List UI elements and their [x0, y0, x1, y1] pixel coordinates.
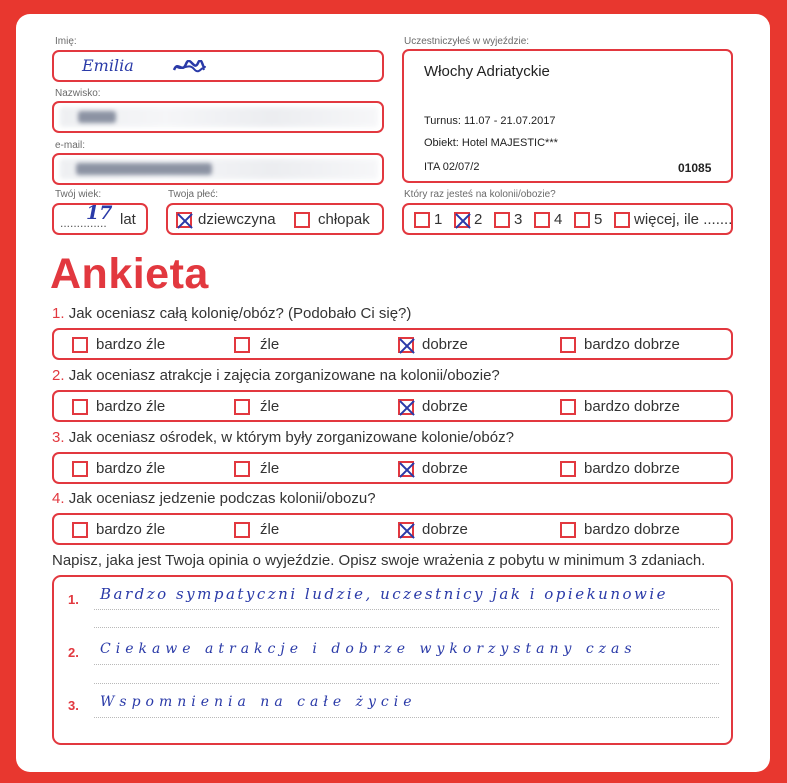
q3-good-checkbox[interactable] — [398, 461, 414, 477]
q4-bad-label: źle — [260, 521, 280, 538]
q2-very-good-label: bardzo dobrze — [584, 398, 680, 415]
age-unit: lat — [120, 211, 136, 228]
q2-very-bad-label: bardzo źle — [96, 398, 166, 415]
trip-turnus: Turnus: 11.07 - 21.07.2017 — [424, 115, 556, 127]
opinion-number-1: 1. — [68, 592, 79, 607]
first-name-label: Imię: — [55, 36, 77, 47]
times-2-checkbox[interactable] — [454, 212, 470, 228]
times-2-label: 2 — [474, 211, 483, 228]
q1-good-checkbox[interactable] — [398, 337, 414, 353]
question-2-text: Jak oceniasz atrakcje i zajęcia zorganizowane na kolonii/obozie? — [68, 367, 500, 384]
email-field[interactable] — [52, 153, 384, 185]
question-1-text: Jak oceniasz całą kolonię/obóz? (Podobało Ci się?) — [68, 305, 412, 322]
opinion-answer-3: Wspomnienia na całe życie — [100, 694, 417, 710]
q3-bad-checkbox[interactable] — [234, 461, 250, 477]
q2-good-label: dobrze — [422, 398, 468, 415]
scribble-icon — [172, 60, 206, 74]
question-1-number: 1. — [52, 305, 65, 322]
times-4-label: 4 — [554, 211, 563, 228]
times-more-label: więcej, ile ....... — [634, 211, 733, 228]
question-4-number: 4. — [52, 490, 65, 507]
times-5-label: 5 — [594, 211, 603, 228]
q4-very-bad-label: bardzo źle — [96, 521, 166, 538]
age-value: 17 — [86, 202, 113, 224]
q1-good-label: dobrze — [422, 336, 468, 353]
question-3-number: 3. — [52, 429, 65, 446]
opinion-answer-1: Bardzo sympatyczni ludzie, uczestnicy jak i opiekunowie — [100, 585, 669, 603]
q4-good-label: dobrze — [422, 521, 468, 538]
last-name-label: Nazwisko: — [55, 88, 101, 99]
age-dots: .............. — [60, 216, 107, 230]
opinion-line — [94, 717, 719, 718]
times-3-label: 3 — [514, 211, 523, 228]
question-2-number: 2. — [52, 367, 65, 384]
question-2-options — [52, 390, 733, 422]
participated-label: Uczestniczyłeś w wyjeździe: — [404, 36, 530, 47]
opinion-line — [94, 664, 719, 665]
question-4-text: Jak oceniasz jedzenie podczas kolonii/obozu? — [68, 490, 376, 507]
q3-bad-label: źle — [260, 460, 280, 477]
q3-very-bad-label: bardzo źle — [96, 460, 166, 477]
gender-girl-checkbox[interactable] — [176, 212, 192, 228]
q4-good-checkbox[interactable] — [398, 522, 414, 538]
q2-bad-label: źle — [260, 398, 280, 415]
question-2 — [52, 367, 500, 384]
q4-bad-checkbox[interactable] — [234, 522, 250, 538]
q4-very-bad-checkbox[interactable] — [72, 522, 88, 538]
opinion-line — [94, 683, 719, 684]
age-field[interactable] — [52, 203, 148, 235]
gender-boy-checkbox[interactable] — [294, 212, 310, 228]
question-4-options — [52, 513, 733, 545]
gender-field — [166, 203, 384, 235]
question-1 — [52, 305, 411, 322]
redacted-last-name — [78, 111, 116, 123]
question-3 — [52, 429, 514, 446]
question-3-options — [52, 452, 733, 484]
q3-very-good-checkbox[interactable] — [560, 461, 576, 477]
first-name-value: Emilia — [82, 56, 134, 75]
q2-very-good-checkbox[interactable] — [560, 399, 576, 415]
q1-bad-label: źle — [260, 336, 280, 353]
gender-boy-label: chłopak — [318, 211, 370, 228]
times-1-checkbox[interactable] — [414, 212, 430, 228]
opinion-answer-2: Ciekawe atrakcje i dobrze wykorzystany czas — [100, 641, 637, 657]
q3-good-label: dobrze — [422, 460, 468, 477]
times-field — [402, 203, 733, 235]
last-name-field[interactable] — [52, 101, 384, 133]
email-label: e-mail: — [55, 140, 86, 151]
trip-obiekt: Obiekt: Hotel MAJESTIC*** — [424, 137, 558, 149]
question-4 — [52, 490, 376, 507]
trip-number: 01085 — [678, 161, 712, 175]
q3-very-good-label: bardzo dobrze — [584, 460, 680, 477]
q4-very-good-label: bardzo dobrze — [584, 521, 680, 538]
trip-info-box — [402, 49, 733, 183]
age-label: Twój wiek: — [55, 189, 102, 200]
q2-good-checkbox[interactable] — [398, 399, 414, 415]
q3-very-bad-checkbox[interactable] — [72, 461, 88, 477]
times-more-checkbox[interactable] — [614, 212, 630, 228]
q1-very-good-label: bardzo dobrze — [584, 336, 680, 353]
times-label: Który raz jesteś na kolonii/obozie? — [404, 189, 556, 200]
trip-code: ITA 02/07/2 — [424, 161, 480, 173]
times-4-checkbox[interactable] — [534, 212, 550, 228]
opinion-line — [94, 627, 719, 628]
gender-girl-label: dziewczyna — [198, 211, 276, 228]
q1-very-good-checkbox[interactable] — [560, 337, 576, 353]
opinion-prompt: Napisz, jaka jest Twoja opinia o wyjeździe. Opisz swoje wrażenia z pobytu w minimum 3 zdaniach. — [52, 552, 706, 569]
question-1-options — [52, 328, 733, 360]
times-5-checkbox[interactable] — [574, 212, 590, 228]
first-name-field[interactable] — [52, 50, 384, 82]
trip-name: Włochy Adriatyckie — [424, 63, 550, 80]
opinion-number-3: 3. — [68, 698, 79, 713]
survey-title: Ankieta — [50, 250, 209, 298]
question-3-text: Jak oceniasz ośrodek, w którym były zorganizowane kolonie/obóz? — [68, 429, 514, 446]
times-3-checkbox[interactable] — [494, 212, 510, 228]
opinion-line — [94, 609, 719, 610]
times-1-label: 1 — [434, 211, 443, 228]
q2-very-bad-checkbox[interactable] — [72, 399, 88, 415]
q4-very-good-checkbox[interactable] — [560, 522, 576, 538]
q1-very-bad-checkbox[interactable] — [72, 337, 88, 353]
redacted-email — [76, 163, 212, 175]
gender-label: Twoja płeć: — [168, 189, 219, 200]
q2-bad-checkbox[interactable] — [234, 399, 250, 415]
opinion-number-2: 2. — [68, 645, 79, 660]
q1-very-bad-label: bardzo źle — [96, 336, 166, 353]
q1-bad-checkbox[interactable] — [234, 337, 250, 353]
